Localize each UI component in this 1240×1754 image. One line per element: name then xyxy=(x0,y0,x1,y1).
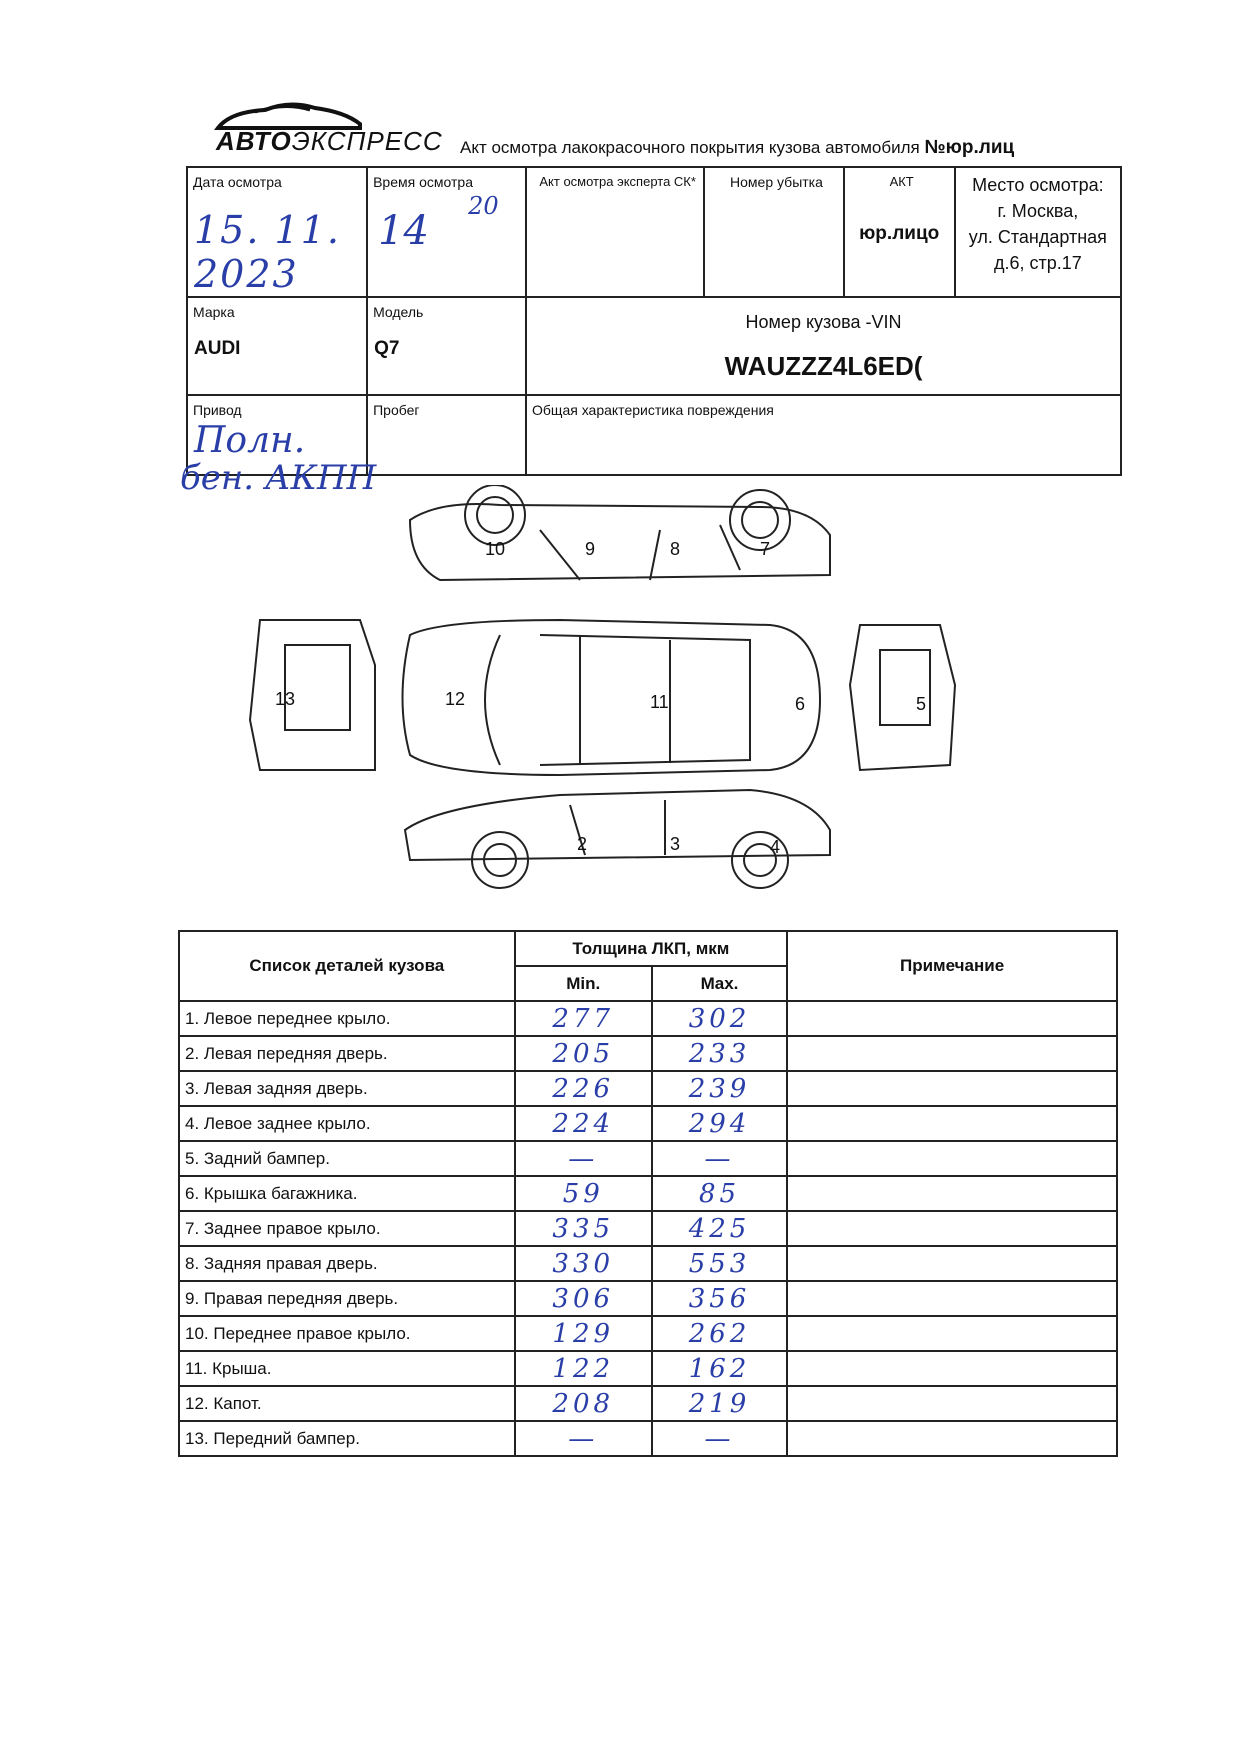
mileage-cell: Пробег xyxy=(367,395,526,475)
vin-value: WAUZZZ4L6ED( xyxy=(724,351,923,381)
diagram-label-7: 7 xyxy=(760,539,771,559)
front-view-silhouette xyxy=(250,620,375,770)
table-row: 4. Левое заднее крыло. 224 294 xyxy=(179,1106,1117,1141)
info-table xyxy=(186,166,1122,476)
drive-cell: Привод Полн. xyxy=(187,395,367,475)
table-row: 12. Капот. 208 219 xyxy=(179,1386,1117,1421)
col-header-min: Min. xyxy=(515,966,652,1001)
inspection-time-hours: 14 xyxy=(378,208,429,254)
diagram-label-13: 13 xyxy=(275,689,296,709)
top-view-silhouette xyxy=(403,620,821,775)
table-row: 8. Задняя правая дверь. 330 553 xyxy=(179,1246,1117,1281)
inspection-date-value: 15. 11. 2023 xyxy=(194,208,341,296)
diagram-label-4: 4 xyxy=(770,837,781,857)
col-header-parts: Список деталей кузова xyxy=(179,931,515,1001)
loss-number-cell: Номер убытка xyxy=(704,167,843,297)
diagram-label-2: 2 xyxy=(577,834,588,854)
inspection-time-minutes: 20 xyxy=(468,192,499,220)
table-row: 10. Переднее правое крыло. 129 262 xyxy=(179,1316,1117,1351)
table-row: 5. Задний бампер. — — xyxy=(179,1141,1117,1176)
diagram-label-9: 9 xyxy=(585,539,596,559)
model-value: Q7 xyxy=(374,338,400,359)
table-row: 2. Левая передняя дверь. 205 233 xyxy=(179,1036,1117,1071)
damage-cell: Общая характеристика повреждения xyxy=(526,395,1121,475)
rear-view-silhouette xyxy=(850,625,955,770)
act-cell: АКТ юр.лицо xyxy=(844,167,955,297)
company-logo xyxy=(210,98,443,158)
model-cell: Модель Q7 xyxy=(367,297,526,395)
logo-text: АВТОЭКСПРЕСС xyxy=(216,126,443,156)
diagram-label-6: 6 xyxy=(795,694,806,714)
car-body-diagram xyxy=(240,485,960,905)
date-cell: Дата осмотра 15. 11. 2023 xyxy=(187,167,367,297)
table-row: 6. Крышка багажника. 59 85 xyxy=(179,1176,1117,1211)
diagram-label-5: 5 xyxy=(916,694,927,714)
brand-value: AUDI xyxy=(194,338,241,359)
drive-extra-note: бен. АКПП xyxy=(180,458,377,498)
diagram-label-12: 12 xyxy=(445,689,466,709)
diagram-label-11: 11 xyxy=(650,692,669,712)
table-row: 11. Крыша. 122 162 xyxy=(179,1351,1117,1386)
table-row: 13. Передний бампер. — — xyxy=(179,1421,1117,1456)
left-side-silhouette xyxy=(405,790,830,860)
table-row: 7. Заднее правое крыло. 335 425 xyxy=(179,1211,1117,1246)
col-header-thickness: Толщина ЛКП, мкм xyxy=(515,931,788,966)
place-cell: Место осмотра: г. Москва, ул. Стандартная д.6, стр.17 xyxy=(955,167,1121,297)
diagram-label-10: 10 xyxy=(485,539,506,559)
table-row: 1. Левое переднее крыло. 277 302 xyxy=(179,1001,1117,1036)
brand-cell: Марка AUDI xyxy=(187,297,367,395)
parts-thickness-table xyxy=(178,930,1118,1457)
expert-act-cell: Акт осмотра эксперта СК* xyxy=(526,167,704,297)
table-row: 9. Правая передняя дверь. 306 356 xyxy=(179,1281,1117,1316)
vin-cell: Номер кузова -VIN WAUZZZ4L6ED( xyxy=(526,297,1121,395)
diagram-label-8: 8 xyxy=(670,539,681,559)
document-title: Акт осмотра лакокрасочного покрытия кузова автомобиля №юр.лиц xyxy=(460,137,1015,158)
act-value: юр.лицо xyxy=(859,223,940,244)
col-header-max: Max. xyxy=(652,966,787,1001)
document-number: №юр.лиц xyxy=(924,137,1015,158)
table-row: 3. Левая задняя дверь. 226 239 xyxy=(179,1071,1117,1106)
drive-value: Полн. xyxy=(194,420,306,461)
diagram-label-3: 3 xyxy=(670,834,681,854)
time-cell: Время осмотра 14 20 xyxy=(367,167,526,297)
col-header-note: Примечание xyxy=(787,931,1117,1001)
